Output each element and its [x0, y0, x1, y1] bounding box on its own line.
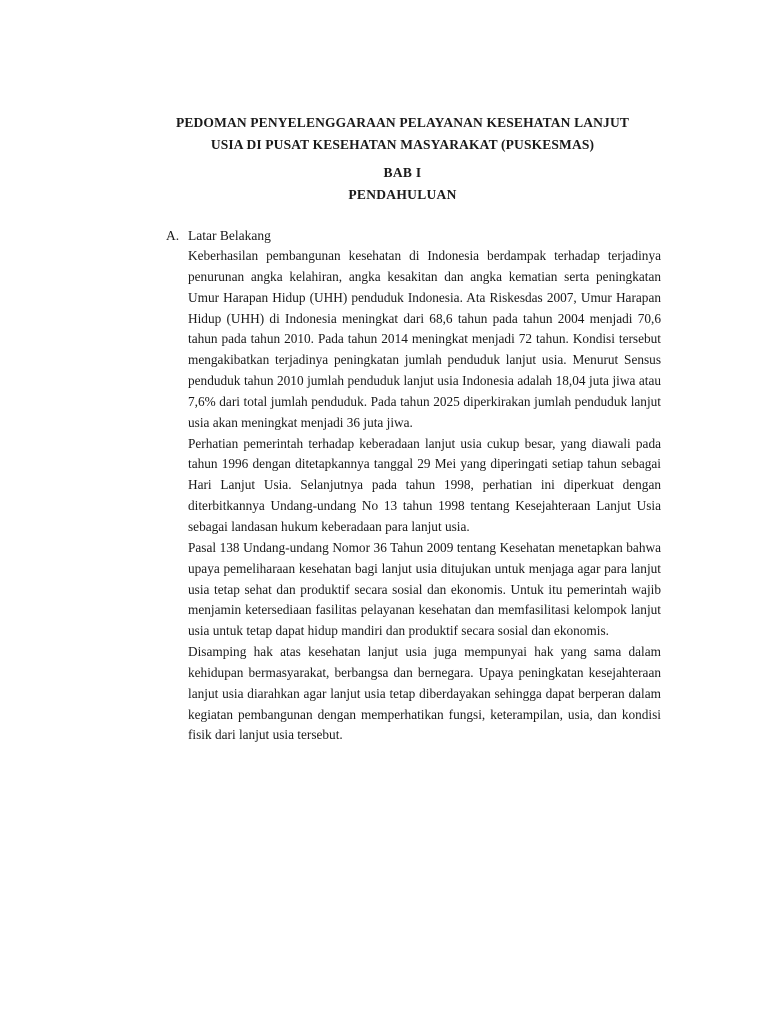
section-body — [188, 246, 661, 746]
section-heading: Latar Belakang — [188, 228, 271, 243]
section-marker: A. — [166, 228, 180, 243]
paragraph-2: Perhatian pemerintah terhadap keberadaan lanjut usia cukup besar, yang diawali pada tahun 1996 dengan ditetapkannya tanggal 29 Mei yang diperingati setiap tahun sebagai Hari Lanjut Usia. Selanjutnya pada tahun 1998, perhatian ini diperkuat dengan diterbitkannya Undang-undang No 13 tahun 1998 tentang Kesejahteraan Lanjut Usia sebagai landasan hukum keberadaan para lanjut usia. — [188, 435, 661, 534]
paragraph-1: Keberhasilan pembangunan kesehatan di Indonesia berdampak terhadap terjadinya penurunan angka kelahiran, angka kesakitan dan angka kematian serta peningkatan Umur Harapan Hidup (UHH) penduduk Indonesia. Ata Riskesdas 2007, Umur Harapan Hidup (UHH) di Indonesia meningkat dari 68,6 tahun pada tahun 2004 menjadi 70,6 tahun pada tahun 2010. Pada tahun 2014 meningkat menjadi 72 tahun. Kondisi tersebut mengakibatkan terjadinya peningkatan jumlah penduduk lanjut usia. Menurut Sensus penduduk tahun 2010 jumlah penduduk lanjut usia Indonesia adalah 18,04 juta jiwa atau 7,6% dari total jumlah penduduk. Pada tahun 2025 diperkirakan jumlah penduduk lanjut usia akan meningkat menjadi 36 juta jiwa. — [188, 248, 661, 430]
document-title-line-2: USIA DI PUSAT KESEHATAN MASYARAKAT (PUSKESMAS) — [210, 137, 595, 152]
document-title — [130, 112, 675, 156]
chapter-title: PENDAHULUAN — [348, 187, 457, 202]
document-title-line-1: PEDOMAN PENYELENGGARAAN PELAYANAN KESEHATAN LANJUT — [175, 115, 630, 130]
paragraph-4: Disamping hak atas kesehatan lanjut usia juga mempunyai hak yang sama dalam kehidupan bermasyarakat, berbangsa dan bernegara. Upaya peningkatan kesejahteraan lanjut usia diarahkan agar lanjut usia tetap diberdayakan sehingga dapat berperan dalam kegiatan pembangunan dengan memperhatikan fungsi, keterampilan, usia, dan kondisi fisik dari lanjut usia tersebut. — [188, 644, 661, 743]
paragraph-3: Pasal 138 Undang-undang Nomor 36 Tahun 2009 tentang Kesehatan menetapkan bahwa upaya pemeliharaan kesehatan bagi lanjut usia ditujukan untuk menjaga agar para lanjut usia tetap sehat dan produktif secara sosial dan ekonomis. Untuk itu pemerintah wajib menjamin ketersediaan fasilitas pelayanan kesehatan dan memfasilitasi kelompok lanjut usia untuk tetap dapat hidup mandiri dan produktif secara sosial dan ekonomis. — [188, 539, 661, 639]
chapter-number: BAB I — [383, 165, 422, 180]
